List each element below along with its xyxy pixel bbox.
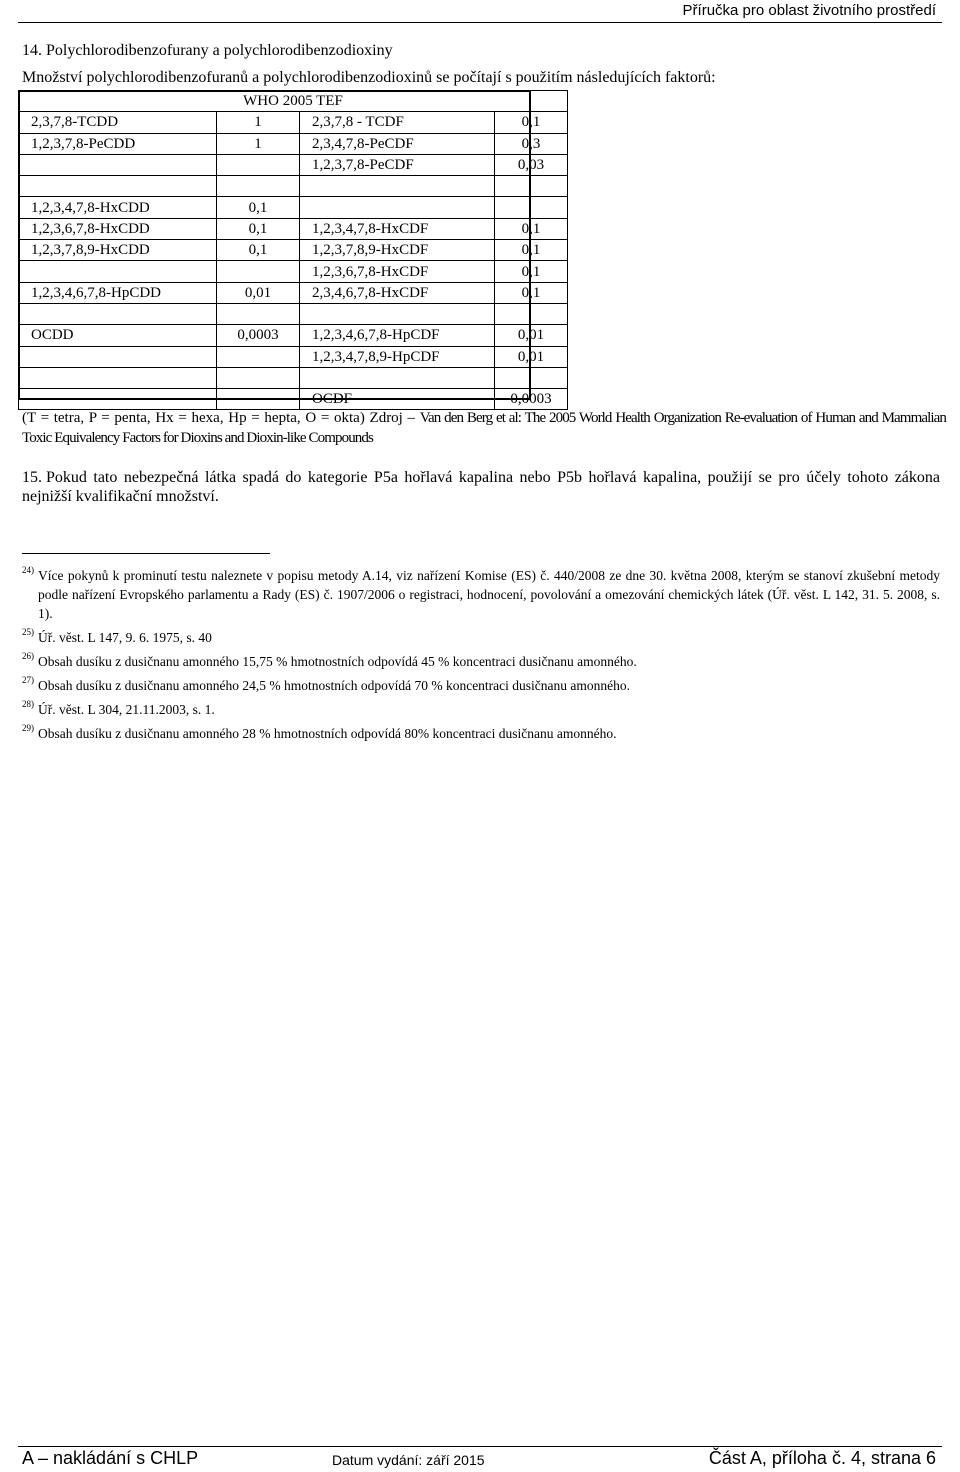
table-row (19, 367, 568, 388)
table-cell (217, 303, 300, 324)
table-cell: 0,3 (495, 133, 568, 154)
section-15-number: 15. (22, 469, 42, 486)
note-source: Van den Berg et al: The 2005 World Health Organization Re-evaluation of Human and Mammalian Toxic Equivalency Factors for Dioxins and Dioxin-like Compounds (22, 410, 946, 446)
abbreviation-note (22, 408, 946, 448)
table-cell: 1,2,3,4,7,8-HxCDF (300, 218, 495, 239)
table-row (19, 176, 568, 197)
footnote (22, 700, 940, 719)
footnote-text: Úř. věst. L 147, 9. 6. 1975, s. 40 (38, 630, 212, 645)
table-cell (19, 176, 217, 197)
footer-divider (18, 1446, 942, 1447)
table-row (19, 346, 568, 367)
table-cell: 0,1 (495, 282, 568, 303)
table-cell (300, 197, 495, 218)
table-cell: 2,3,7,8 - TCDF (300, 112, 495, 133)
table-cell: 2,3,4,6,7,8-HxCDF (300, 282, 495, 303)
header-title: Příručka pro oblast životního prostředí (682, 2, 936, 19)
table-cell: 0,1 (217, 240, 300, 261)
table-cell: 2,3,4,7,8-PeCDF (300, 133, 495, 154)
table-cell (19, 389, 217, 410)
table-cell (495, 176, 568, 197)
footnote-divider (22, 553, 270, 554)
footnote-mark: 28) (22, 699, 34, 709)
footnotes (22, 566, 940, 748)
footnote-mark: 25) (22, 627, 34, 637)
table-cell (217, 261, 300, 282)
table-cell (19, 154, 217, 175)
table-row (19, 240, 568, 261)
table-cell: 1,2,3,6,7,8-HxCDF (300, 261, 495, 282)
table-cell: 0,1 (495, 112, 568, 133)
table-cell (19, 367, 217, 388)
table-cell: 0,01 (495, 325, 568, 346)
footer-page: Část A, příloha č. 4, strana 6 (708, 1448, 936, 1468)
footnote (22, 628, 940, 647)
table-row (19, 133, 568, 154)
footnote (22, 566, 940, 623)
tef-table (18, 90, 568, 410)
footnote-mark: 24) (22, 565, 34, 575)
table-cell (19, 261, 217, 282)
table-cell (217, 389, 300, 410)
table-row (19, 112, 568, 133)
table-cell: 1,2,3,7,8-PeCDF (300, 154, 495, 175)
footnote-text: Obsah dusíku z dusičnanu amonného 28 % hmotnostních odpovídá 80% koncentraci dusičnanu amonného. (38, 726, 617, 741)
header-divider (18, 22, 942, 23)
table-cell (217, 367, 300, 388)
table-cell (19, 303, 217, 324)
footnote-text: Více pokynů k prominutí testu naleznete v popisu metody A.14, viz nařízení Komise (ES) č. 440/2008 ze dne 30. května 2008, kterým se stanoví zkušební metody podle nařízení Evropského parlamentu a Rady (ES) č. 1907/2006 o registraci, hodnocení, povolování a omezování chemických látek (Úř. věst. L 142, 31. 5. 2008, s. 1). (38, 568, 940, 621)
table-cell (217, 176, 300, 197)
table-cell: 1,2,3,6,7,8-HxCDD (19, 218, 217, 239)
footer-date: Datum vydání: září 2015 (332, 1452, 485, 1468)
table-cell: 1 (217, 133, 300, 154)
table-cell (217, 346, 300, 367)
table-cell (495, 303, 568, 324)
footnote-mark: 29) (22, 723, 34, 733)
section-14-intro: Množství polychlorodibenzofuranů a polychlorodibenzodioxinů se počítají s použitím následujících faktorů: (22, 69, 716, 86)
table-cell (300, 176, 495, 197)
table-cell (300, 303, 495, 324)
table-cell: 1 (217, 112, 300, 133)
table-row (19, 282, 568, 303)
table-cell: 1,2,3,7,8,9-HxCDF (300, 240, 495, 261)
table-row (19, 325, 568, 346)
table-cell: 0,1 (217, 197, 300, 218)
table-cell: OCDF (300, 389, 495, 410)
table-cell: 0,01 (217, 282, 300, 303)
footnote-text: Obsah dusíku z dusičnanu amonného 15,75 % hmotnostních odpovídá 45 % koncentraci dusičnanu amonného. (38, 654, 637, 669)
table-cell: 0,03 (495, 154, 568, 175)
table-cell (495, 367, 568, 388)
table-cell: 0,01 (495, 346, 568, 367)
tef-table-header: WHO 2005 TEF (19, 91, 568, 112)
section-15-text: Pokud tato nebezpečná látka spadá do kategorie P5a hořlavá kapalina nebo P5b hořlavá kapalina, použijí se pro účely tohoto zákona nejnižší kvalifikační množství. (22, 469, 940, 505)
footnote-text: Úř. věst. L 304, 21.11.2003, s. 1. (38, 702, 215, 717)
table-row (19, 218, 568, 239)
table-row (19, 197, 568, 218)
note-text: (T = tetra, P = penta, Hx = hexa, Hp = hepta, O = okta) Zdroj – (22, 410, 420, 426)
footnote-mark: 27) (22, 675, 34, 685)
tef-table-header-row (19, 91, 568, 112)
table-cell: 0,0003 (495, 389, 568, 410)
table-cell (495, 197, 568, 218)
footnote-mark: 26) (22, 651, 34, 661)
table-cell: OCDD (19, 325, 217, 346)
table-cell: 0,1 (495, 218, 568, 239)
table-cell: 1,2,3,4,7,8-HxCDD (19, 197, 217, 218)
table-cell: 1,2,3,4,7,8,9-HpCDF (300, 346, 495, 367)
footnote (22, 652, 940, 671)
table-cell: 0,1 (217, 218, 300, 239)
footnote (22, 724, 940, 743)
table-cell: 0,1 (495, 261, 568, 282)
table-cell: 1,2,3,7,8,9-HxCDD (19, 240, 217, 261)
table-row (19, 154, 568, 175)
table-cell: 2,3,7,8-TCDD (19, 112, 217, 133)
footer-section: A – nakládání s CHLP (22, 1448, 199, 1468)
section-14-title: 14. Polychlorodibenzofurany a polychlorodibenzodioxiny (22, 42, 393, 59)
table-cell: 0,1 (495, 240, 568, 261)
footnote-text: Obsah dusíku z dusičnanu amonného 24,5 % hmotnostních odpovídá 70 % koncentraci dusičnanu amonného. (38, 678, 631, 693)
table-cell: 1,2,3,4,6,7,8-HpCDD (19, 282, 217, 303)
table-cell: 1,2,3,7,8-PeCDD (19, 133, 217, 154)
table-row (19, 389, 568, 410)
table-cell: 0,0003 (217, 325, 300, 346)
section-15 (22, 468, 940, 506)
table-cell (19, 346, 217, 367)
table-cell: 1,2,3,4,6,7,8-HpCDF (300, 325, 495, 346)
table-row (19, 261, 568, 282)
table-cell (300, 367, 495, 388)
table-row (19, 303, 568, 324)
footnote (22, 676, 940, 695)
table-cell (217, 154, 300, 175)
